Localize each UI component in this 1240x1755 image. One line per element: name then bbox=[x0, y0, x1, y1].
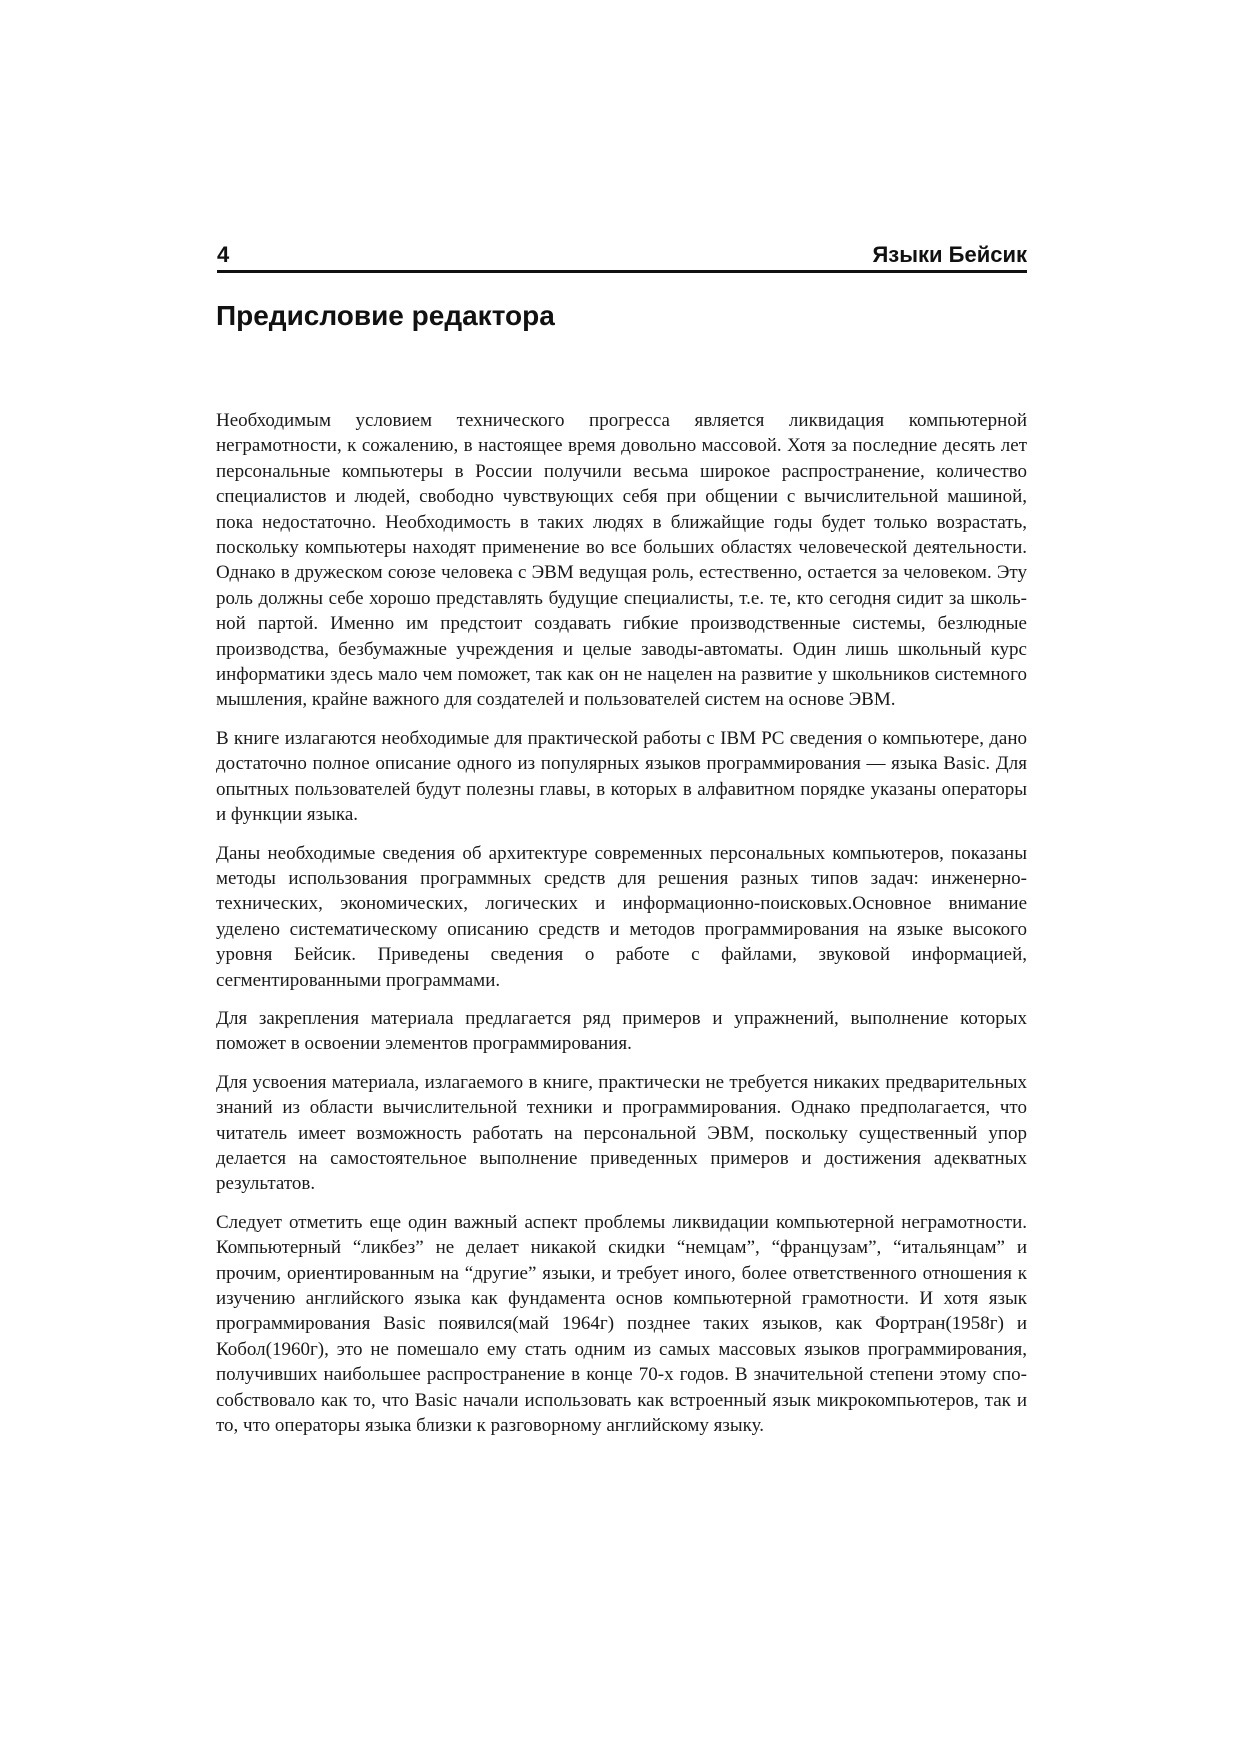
body-text bbox=[216, 408, 1027, 1451]
page-number: 4 bbox=[217, 242, 230, 267]
chapter-title: Предисловие редактора bbox=[216, 300, 555, 331]
paragraph-1: Необходимым условием технического прогресса является ликвидация компьютерной неграмотности, к сожалению, в настоящее время довольно массовой. Хотя за последние десять лет персональные компьютеры в России получили весьма широкое распространение, количество специалистов и людей, свободно чувствующих себя при общении с вычислительной машиной, пока недостаточно. Необходимость в таких людях в ближайщие годы будет только возрастать, поскольку компьютеры находят применение во все больших областях человеческой деятельности. Однако в дружеском союзе человека с ЭВМ ведущая роль, естественно, остается за человеком. Эту роль должны себе хорошо представлять будущие специалисты, т.е. те, кто сегодня сидит за школьной партой. Именно им предстоит создавать гибкие производственные системы, безлюдные производства, безбумажные учреждения и целые заводы-автоматы. Один лишь школьный курс информатики здесь мало чем поможет, так как он не нацелен на развитие у школьников системного мышления, крайне важного для создателей и пользователей систем на основе ЭВМ. bbox=[216, 410, 1027, 711]
running-header bbox=[217, 242, 1027, 273]
paragraph-3: Даны необходимые сведения об архитектуре современных персональных компьютеров, показаны методы использования программных средств для решения разных типов задач: инженерно-технических, экономических, логических и информационно-поисковых.Основное внимание уделено систематическому описанию средств и методов программирования на языке высокого уровня Бейсик. Приведены сведения о работе с файлами, звуковой информацией, сегментированными программами. bbox=[216, 842, 1027, 991]
paragraph-2: В книге излагаются необходимые для практической работы с IBM PC сведения о компьютере, дано достаточно полное описание одного из популярных языков программирования — языка Basic. Для опытных пользователей будут полезны главы, в которых в алфавитном порядке указаны операторы и функции языка. bbox=[216, 727, 1027, 826]
paragraph-4: Для закрепления материала предлагается ряд примеров и упражнений, выполнение которых поможет в освоении элементов программирования. bbox=[216, 1007, 1027, 1055]
running-title: Языки Бейсик bbox=[872, 242, 1027, 267]
paragraph-5: Для усвоения материала, излагаемого в книге, практически не требуется никаких предварительных знаний из области вычислительной техники и программирования. Однако предполагается, что читатель имеет возможность работать на персональной ЭВМ, поскольку существенный упор делается на самостоятельное выполнение приведенных примеров и достижения адекватных результатов. bbox=[216, 1071, 1027, 1195]
paragraph-6: Следует отметить еще один важный аспект проблемы ликвидации компьютерной неграмотности. Компьютерный “ликбез” не делает никакой скидки “немцам”, “французам”, “итальянцам” и прочим, ориентированным на “другие” языки, и требует иного, более ответственного отношения к изучению английского языка как фундамента основ компьютерной грамотности. И хотя язык программирования Basic появился(май 1964г) позднее таких языков, как Фортран(1958г) и Кобол(1960г), это не помешало ему стать одним из самых массовых языков программирования, получивших наибольшее распространение в конце 70-х годов. В значительной степени этому способствовало как то, что Basic начали использовать как встроенный язык микрокомпьютеров, так и то, что операторы языка близки к разговорному английскому языку. bbox=[216, 1211, 1027, 1437]
